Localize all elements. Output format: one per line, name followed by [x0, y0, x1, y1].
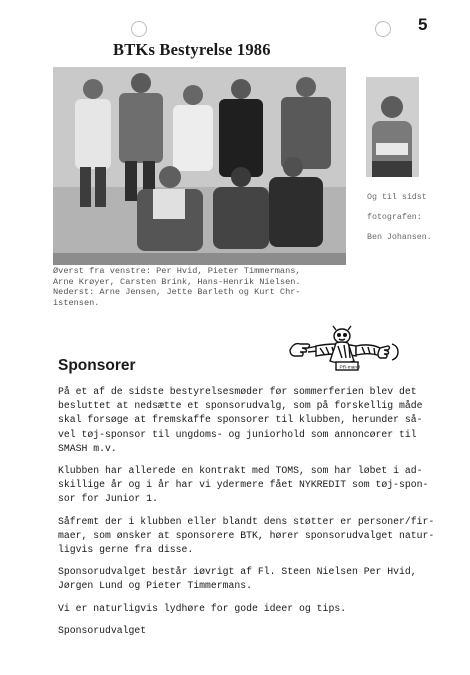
paragraph — [58, 515, 438, 558]
board-group-photo — [53, 67, 346, 265]
text-line: skal forsøge at fremskaffe sponsorer til klubben, herunder så- — [58, 414, 423, 426]
pr-mand-logo — [286, 324, 406, 374]
section-title: Sponsorer — [58, 357, 136, 374]
text-line: Såfremt der i klubben eller blandt dens støtter er personer/fir- — [58, 515, 435, 527]
text-line: ligvis gerne fra disse. — [58, 544, 194, 556]
caption-line: Arne Krøyer, Carsten Brink, Hans-Henrik Nielsen. — [53, 276, 301, 287]
text-line: SMASH m.v. — [58, 442, 117, 454]
text-line: besluttet at nedsætte et sponsorudvalg, som på forskellig måde — [58, 400, 423, 412]
paragraph — [58, 602, 438, 616]
caption-line: Ben Johansen. — [367, 233, 432, 242]
paragraph — [58, 565, 438, 593]
group-photo-caption — [53, 266, 373, 308]
binder-hole — [131, 21, 147, 37]
text-line: På et af de sidste bestyrelsesmøder før sommerferien blev det — [58, 386, 417, 397]
signature: Sponsorudvalget — [58, 624, 147, 636]
paragraph — [58, 464, 438, 507]
text-line: Klubben har allerede en kontrakt med TOMS, som har løbet i ad- — [58, 465, 423, 477]
text-line: skillige år og i år har vi ydermere fået NYKREDIT som tøj-spon- — [58, 479, 429, 491]
board-title: BTKs Bestyrelse 1986 — [113, 40, 271, 59]
photographer-photo — [366, 77, 419, 177]
text-line: maer, som ønsker at sponsorere BTK, hører sponsorudvalget natur- — [58, 529, 435, 541]
logo-text: PR-mand — [339, 365, 360, 371]
text-line: Sponsorudvalget består iøvrigt af Fl. Steen Nielsen Per Hvid, — [58, 566, 417, 578]
text-line: Vi er naturligvis lydhøre for gode ideer og tips. — [58, 602, 347, 614]
caption-line: Og til sidst — [367, 193, 427, 202]
text-line: Jørgen Lund og Pieter Timmermans. — [58, 580, 253, 592]
text-line: vel tøj-sponsor til ungdoms- og juniorhold som annoncører til — [58, 428, 417, 440]
binder-hole — [375, 21, 391, 37]
caption-line: Øverst fra venstre: Per Hvid, Pieter Timmermans, — [53, 266, 301, 276]
photographer-caption — [367, 183, 447, 253]
paragraph — [58, 385, 438, 456]
sponsor-article — [58, 385, 438, 646]
paragraph — [58, 624, 438, 638]
page-number: 5 — [418, 15, 428, 34]
caption-line: fotografen: — [367, 213, 422, 222]
text-line: sor for Junior 1. — [58, 493, 158, 505]
caption-line: istensen. — [53, 297, 100, 308]
caption-line: Nederst: Arne Jensen, Jette Barleth og Kurt Chr- — [53, 287, 301, 297]
